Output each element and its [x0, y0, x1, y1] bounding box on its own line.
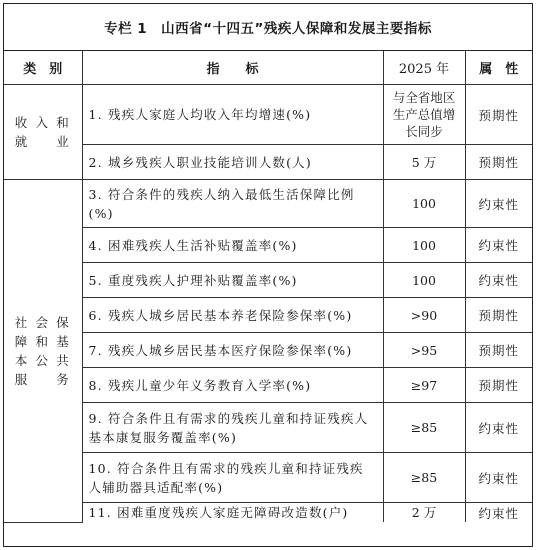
table-row: [4, 503, 532, 523]
target-cell: >90: [383, 298, 465, 333]
attribute-cell: 预期性: [465, 333, 532, 368]
attribute-cell: 约束性: [465, 228, 532, 263]
table-row: [4, 403, 532, 453]
attribute-cell: 约束性: [465, 453, 532, 503]
indicator-cell: 3. 符合条件的残疾人纳入最低生活保障比例(%): [82, 180, 383, 228]
table-row: [4, 228, 532, 263]
table-row: [4, 368, 532, 403]
indicator-cell: 11. 困难重度残疾人家庭无障碍改造数(户): [82, 503, 383, 523]
indicator-table-panel: [3, 3, 533, 547]
target-cell: ≥97: [383, 368, 465, 403]
attribute-cell: 预期性: [465, 85, 532, 145]
indicator-cell: 8. 残疾儿童少年义务教育入学率(%): [82, 368, 383, 403]
table-row: [4, 298, 532, 333]
indicator-cell: 4. 困难残疾人生活补贴覆盖率(%): [82, 228, 383, 263]
target-cell: 100: [383, 263, 465, 298]
indicator-cell: 10. 符合条件且有需求的残疾儿童和持证残疾人辅助器具适配率(%): [82, 453, 383, 503]
table-title: 专栏 1 山西省“十四五”残疾人保障和发展主要指标: [4, 4, 532, 51]
target-cell: ≥85: [383, 403, 465, 453]
attribute-cell: 预期性: [465, 145, 532, 180]
attribute-cell: 约束性: [465, 263, 532, 298]
indicator-cell: 9. 符合条件且有需求的残疾儿童和持证残疾人基本康复服务覆盖率(%): [82, 403, 383, 453]
target-cell: >95: [383, 333, 465, 368]
header-row: [4, 51, 532, 85]
indicator-table: [4, 51, 532, 523]
target-cell: ≥85: [383, 453, 465, 503]
target-cell: 2 万: [383, 503, 465, 523]
header-attribute: 属 性: [465, 51, 532, 85]
attribute-cell: 预期性: [465, 368, 532, 403]
attribute-cell: 约束性: [465, 180, 532, 228]
table-row: [4, 85, 532, 145]
category-cell: [4, 85, 82, 180]
table-row: [4, 263, 532, 298]
indicator-cell: 7. 残疾人城乡居民基本医疗保险参保率(%): [82, 333, 383, 368]
attribute-cell: 约束性: [465, 503, 532, 523]
category-label: 社会保障和基本公共服务: [14, 314, 71, 387]
indicator-cell: 2. 城乡残疾人职业技能培训人数(人): [82, 145, 383, 180]
table-row: [4, 145, 532, 180]
target-cell: 100: [383, 228, 465, 263]
target-cell: 5 万: [383, 145, 465, 180]
indicator-cell: 5. 重度残疾人护理补贴覆盖率(%): [82, 263, 383, 298]
indicator-cell: 1. 残疾人家庭人均收入年均增速(%): [82, 85, 383, 145]
header-indicator: 指 标: [82, 51, 383, 85]
header-target: 2025 年: [383, 51, 465, 85]
table-row: [4, 333, 532, 368]
table-row: [4, 180, 532, 228]
attribute-cell: 约束性: [465, 403, 532, 453]
attribute-cell: 预期性: [465, 298, 532, 333]
category-cell: [4, 180, 82, 523]
target-cell: 100: [383, 180, 465, 228]
header-category: 类 别: [4, 51, 82, 85]
category-label: 收入和就业: [14, 115, 71, 149]
indicator-cell: 6. 残疾人城乡居民基本养老保险参保率(%): [82, 298, 383, 333]
target-cell: 与全省地区生产总值增长同步: [383, 85, 465, 145]
table-row: [4, 453, 532, 503]
